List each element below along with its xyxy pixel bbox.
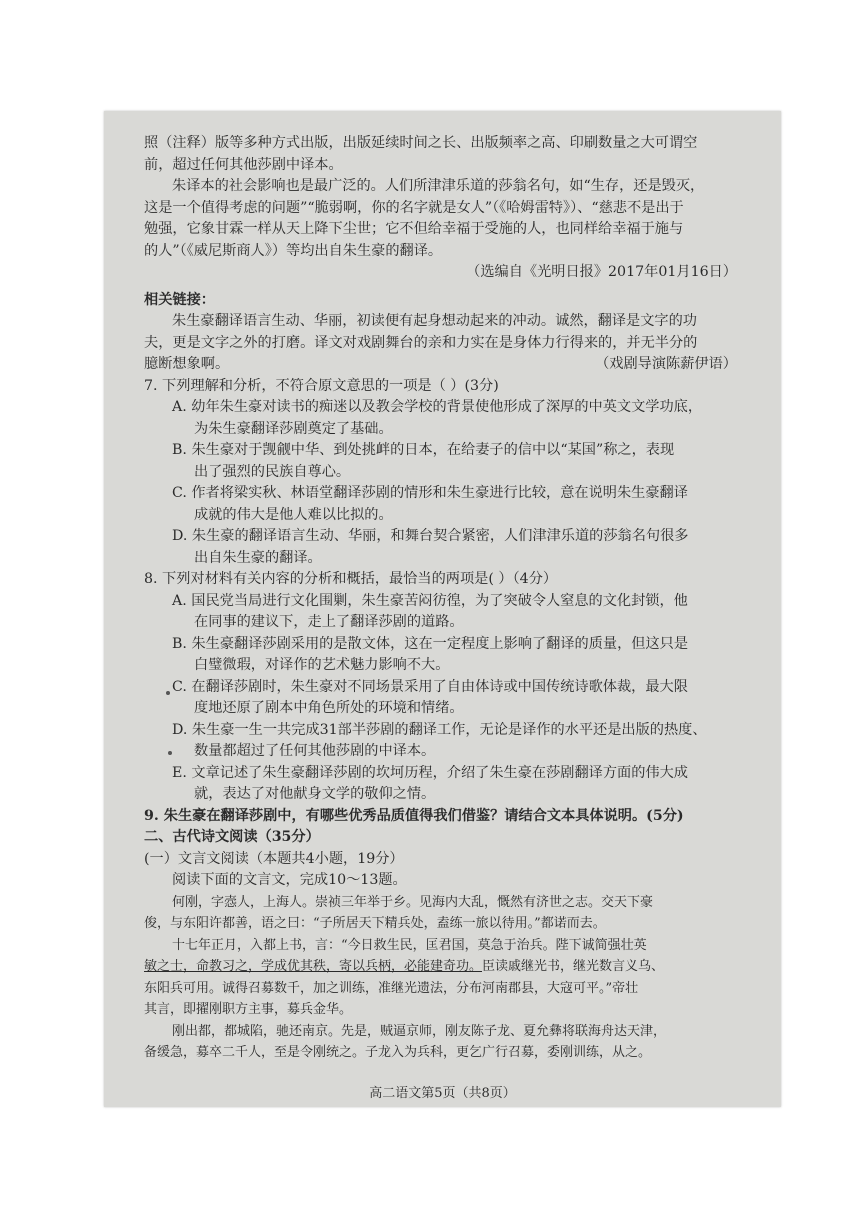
- related-line: 夫，更是文字之外的打磨。译文对戏剧舞台的亲和力实在是身体力行得来的，并无半分的: [144, 334, 698, 351]
- classical-line: [144, 956, 749, 978]
- passage-continuation: [144, 133, 749, 284]
- option-line: 在同事的建议下，走上了翻译莎剧的道路。: [194, 614, 464, 630]
- passage-line: 前，超过任何其他莎剧中译本。: [144, 156, 343, 173]
- question-7: [144, 376, 749, 570]
- option-line: 白璧微瑕，对译作的艺术魅力影响不大。: [194, 657, 450, 673]
- page-content: [144, 133, 749, 1064]
- page-footer: 高二语文第5页（共8页）: [369, 1086, 516, 1101]
- scan-speck: [166, 691, 170, 695]
- option-line: C. 在翻译莎剧时，朱生豪对不同场景采用了自由体诗或中国传统诗歌体裁，最大限: [172, 678, 688, 695]
- source-note: （选编自《光明日报》2017年01月16日）: [466, 264, 737, 280]
- passage-line: 的人”（《威尼斯商人》）等均出自朱生豪的翻译。: [144, 242, 443, 259]
- classical-text: 臣读戚继光书，继光数言义乌、: [482, 959, 665, 974]
- section-heading: 二、古代诗文阅读（35分）: [144, 829, 320, 845]
- option-line: 出了强烈的民族自尊心。: [194, 463, 351, 480]
- passage-line: 朱译本的社会影响也是最广泛的。人们所津津乐道的莎翁名句，如“生存，还是毁灭，: [172, 178, 705, 194]
- related-line: 朱生豪翻译语言生动、华丽，初读便有起身想动起来的冲动。诚然，翻译是文字的功: [172, 313, 697, 329]
- question-stem: 7. 下列理解和分析，不符合原文意思的一项是（ ）(3分): [144, 377, 499, 394]
- passage-line: 勉强，它象甘霖一样从天上降下尘世；它不但给幸福于受施的人，也同样给幸福于施与: [144, 221, 684, 237]
- option-line: 数量都超过了任何其他莎剧的中译本。: [194, 743, 436, 759]
- underlined-sentence: 敏之士，命教习之，学成优其秩，寄以兵柄，必能建奇功。: [144, 959, 483, 974]
- option-line: 度地还原了剧本中角色所处的环境和情绪。: [194, 700, 464, 716]
- subsection-heading: (一）文言文阅读（本题共4小题，19分）: [144, 850, 404, 867]
- option-line: E. 文章记述了朱生豪翻译莎剧的坎坷历程，介绍了朱生豪在莎剧翻译方面的伟大成: [172, 764, 688, 781]
- related-last-row: [144, 354, 749, 376]
- option-line: 就，表达了对他献身文学的敬仰之情。: [194, 786, 436, 802]
- option-line: D. 朱生豪一生一共完成31部半莎剧的翻译工作，无论是译作的水平还是出版的热度、: [172, 721, 707, 738]
- option-line: 出自朱生豪的翻译。: [194, 549, 322, 566]
- classical-line: 刚出都，都城陷，驰还南京。先是，贼逼京师，刚友陈子龙、夏允彝将联海舟达天津，: [172, 1023, 667, 1039]
- passage-line: 这是一个值得考虑的问题”“脆弱啊，你的名字就是女人”（《哈姆雷特》）、“慈悲不是出于: [144, 199, 684, 216]
- related-links: [144, 290, 749, 376]
- classical-text: 十七年正月，入都上书，言：“今日救生民，匡君国，莫急于治兵。陛下诚简强壮英: [172, 937, 647, 953]
- option-line: 为朱生豪翻译莎剧奠定了基础。: [194, 420, 393, 437]
- question-stem: 8. 下列对材料有关内容的分析和概括，最恰当的两项是( ）（4分）: [144, 571, 558, 587]
- option-line: A. 国民党当局进行文化围剿，朱生豪苦闷彷徨，为了突破令人窒息的文化封锁，他: [172, 592, 688, 609]
- classical-line: 备缓急，募卒二千人，至是令刚统之。子龙入为兵科，更乞广行召募，委刚训练，从之。: [144, 1045, 652, 1060]
- classical-line: 其言，即擢刚职方主事，募兵金华。: [144, 1002, 353, 1017]
- option-line: A. 幼年朱生豪对读书的痴迷以及教会学校的背景使他形成了深厚的中英文文学功底，: [172, 399, 703, 415]
- instruction: 阅读下面的文言文，完成10～13题。: [172, 872, 407, 888]
- question-9: 9. 朱生豪在翻译莎剧中，有哪些优秀品质值得我们借鉴？请结合文本具体说明。(5分): [144, 807, 684, 824]
- classical-line: [144, 935, 749, 957]
- classical-passage: [144, 892, 749, 1064]
- classical-line: 俊，与东阳许都善，语之曰：“子所居天下精兵处，盍练一旅以待用。”都诺而去。: [144, 916, 606, 931]
- option-line: D. 朱生豪的翻译语言生动、华丽，和舞台契合紧密，人们津津乐道的莎翁名句很多: [172, 528, 689, 544]
- classical-line: 何刚，字悫人，上海人。崇祯三年举于乡。见海内大乱，慨然有济世之志。交天下豪: [172, 894, 654, 910]
- exam-page: [104, 111, 781, 1107]
- related-heading: 相关链接：: [144, 291, 215, 308]
- related-line: 臆断想象啊。: [144, 356, 230, 372]
- passage-line: 照（注释）版等多种方式出版，出版延续时间之长、出版频率之高、印刷数量之大可谓空: [144, 135, 698, 151]
- option-line: B. 朱生豪翻译莎剧采用的是散文体，这在一定程度上影响了翻译的质量，但这只是: [172, 635, 689, 652]
- option-line: C. 作者将梁实秋、林语堂翻译莎剧的情形和朱生豪进行比较，意在说明朱生豪翻译: [172, 485, 688, 501]
- question-8: [144, 569, 749, 806]
- classical-line: 东阳兵可用。诚得召募数千，加之训练，准继光遗法，分布河南郡县，大寇可平。”帝壮: [144, 980, 639, 996]
- related-attribution: （戏剧导演陈薪伊语）: [595, 356, 737, 372]
- option-line: B. 朱生豪对于觊觎中华、到处挑衅的日本，在给妻子的信中以“某国”称之，表现: [172, 442, 675, 458]
- scan-speck: [168, 751, 172, 755]
- option-line: 成就的伟大是他人难以比拟的。: [194, 506, 393, 523]
